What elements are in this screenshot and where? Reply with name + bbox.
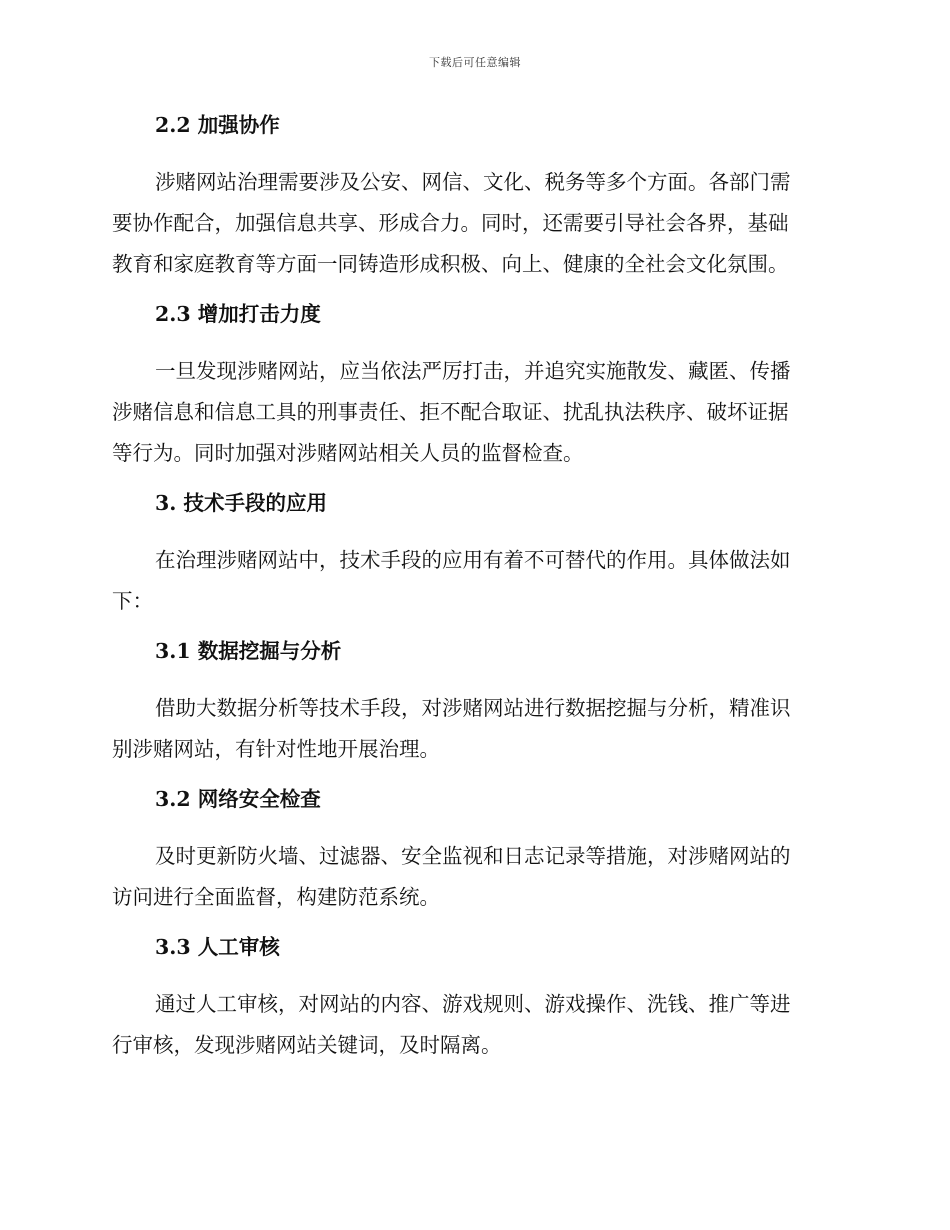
paragraph — [112, 540, 834, 622]
paragraph-line: 等行为。同时加强对涉赌网站相关人员的监督检查。 — [112, 441, 584, 465]
section-heading: 2.3 增加打击力度 — [155, 302, 321, 326]
paragraph-line: 借助大数据分析等技术手段，对涉赌网站进行数据挖掘与分析，精准识 — [155, 696, 791, 720]
paragraph — [112, 984, 834, 1066]
section-heading: 3.3 人工审核 — [155, 935, 280, 959]
paragraph-line: 访问进行全面监督，构建防范系统。 — [112, 885, 440, 909]
document-body — [112, 110, 834, 1080]
paragraph — [112, 162, 834, 285]
paragraph-line: 教育和家庭教育等方面一同铸造形成积极、向上、健康的全社会文化氛围。 — [112, 252, 789, 276]
paragraph — [112, 688, 834, 770]
paragraph-line: 通过人工审核，对网站的内容、游戏规则、游戏操作、洗钱、推广等进 — [155, 992, 791, 1016]
page-header: 下载后可任意编辑 — [429, 56, 521, 69]
paragraph-line: 在治理涉赌网站中，技术手段的应用有着不可替代的作用。具体做法如 — [155, 548, 791, 572]
paragraph-line: 一旦发现涉赌网站，应当依法严厉打击，并追究实施散发、藏匿、传播 — [155, 359, 791, 383]
paragraph — [112, 836, 834, 918]
section-heading: 3.1 数据挖掘与分析 — [155, 639, 342, 663]
section-heading: 3.2 网络安全检查 — [155, 787, 321, 811]
section-heading: 3. 技术手段的应用 — [155, 491, 328, 515]
paragraph-line: 别涉赌网站，有针对性地开展治理。 — [112, 737, 440, 761]
paragraph-line: 下： — [112, 589, 153, 613]
paragraph-line: 要协作配合，加强信息共享、形成合力。同时，还需要引导社会各界，基础 — [112, 211, 789, 235]
section-heading: 2.2 加强协作 — [155, 113, 280, 137]
paragraph — [112, 351, 834, 474]
paragraph-line: 涉赌信息和信息工具的刑事责任、拒不配合取证、扰乱执法秩序、破坏证据 — [112, 400, 789, 424]
paragraph-line: 涉赌网站治理需要涉及公安、网信、文化、税务等多个方面。各部门需 — [155, 170, 791, 194]
paragraph-line: 行审核，发现涉赌网站关键词，及时隔离。 — [112, 1033, 502, 1057]
paragraph-line: 及时更新防火墙、过滤器、安全监视和日志记录等措施，对涉赌网站的 — [155, 844, 791, 868]
